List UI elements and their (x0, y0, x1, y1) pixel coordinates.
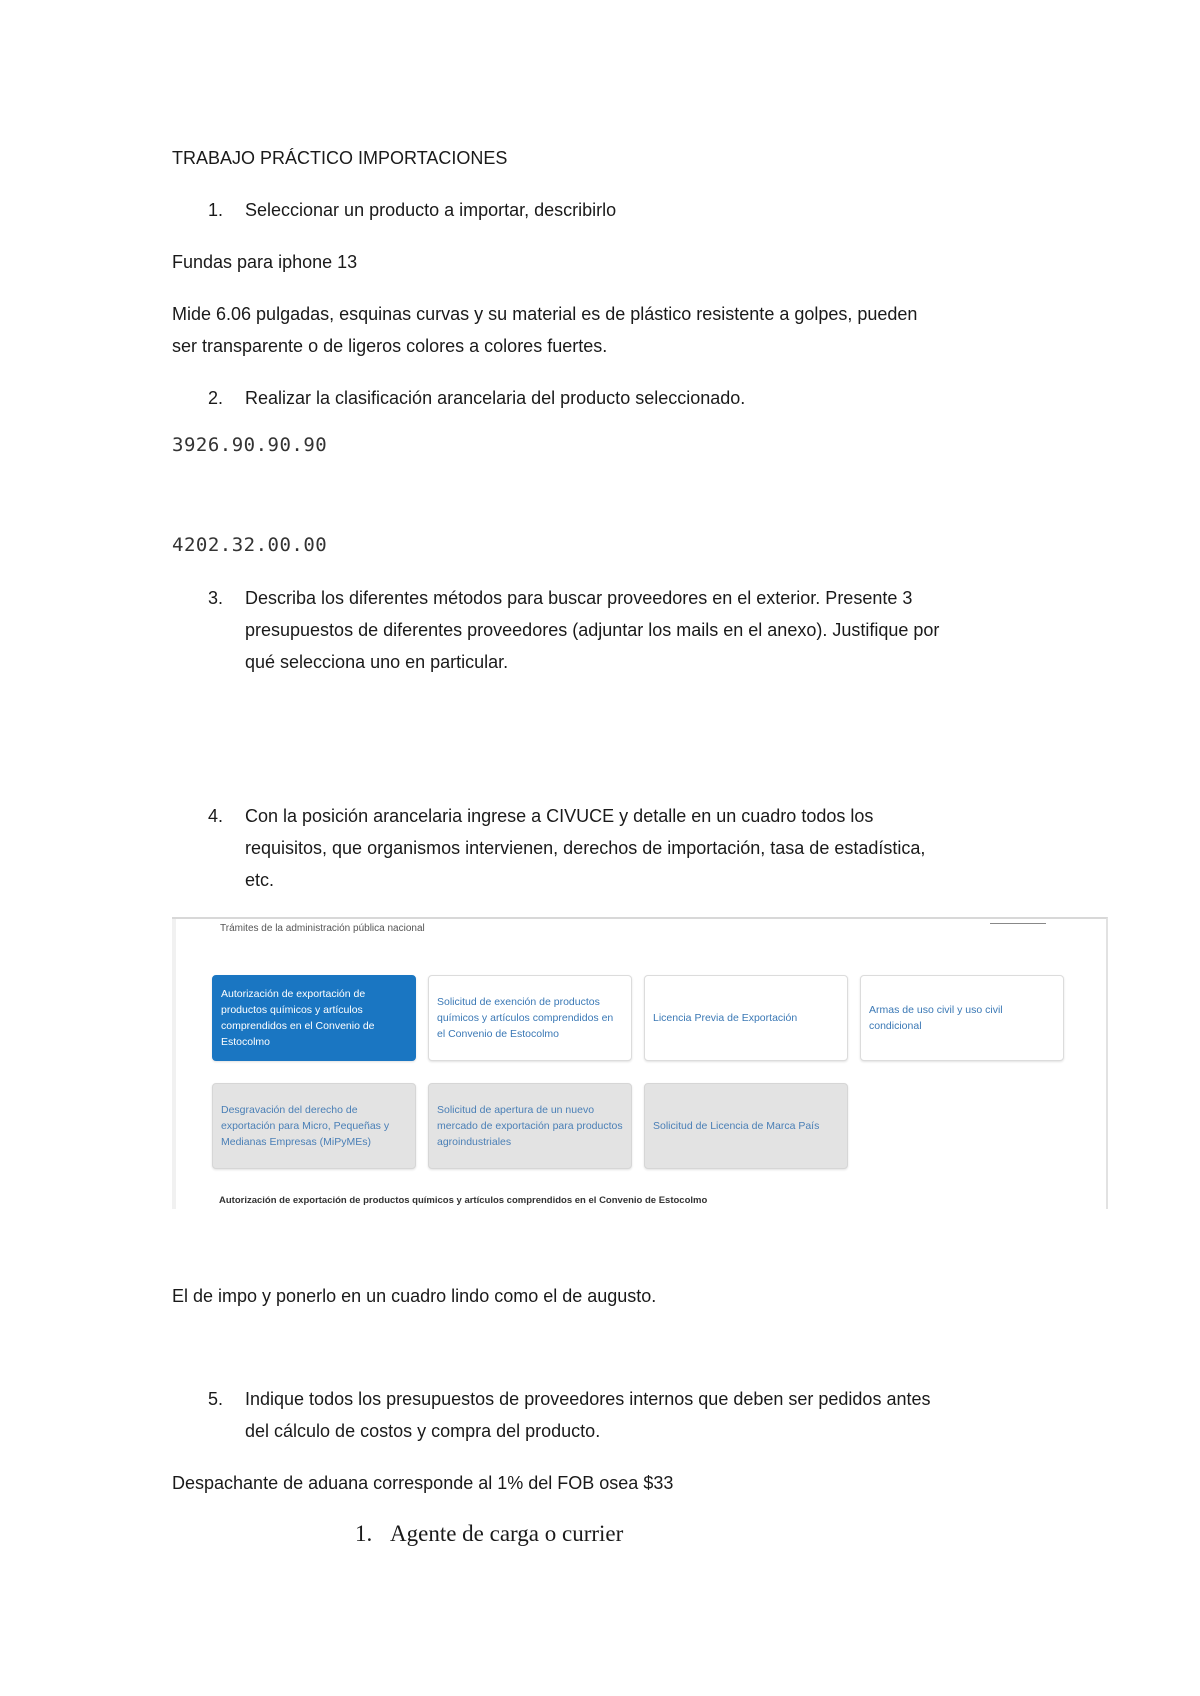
card-desgravacion[interactable] (212, 1083, 416, 1169)
screenshot-corner-mark (990, 919, 1046, 924)
card-label: Solicitud de Licencia de Marca País (653, 1120, 820, 1132)
item-5-number: 5. (208, 1389, 224, 1409)
product-desc-line-1: Mide 6.06 pulgadas, esquinas curvas y su material es de plástico resistente a golpes, pueden (172, 304, 918, 324)
tariff-code-2: 4202.32.00.00 (172, 534, 328, 556)
card-label: Armas de uso civil y uso civil condicional (869, 1004, 1003, 1032)
card-label: Solicitud de exención de productos químicos y artículos comprendidos en el Convenio de Estocolmo (437, 996, 614, 1040)
screenshot-footer: Autorización de exportación de productos químicos y artículos comprendidos en el Convenio de Estocolmo (219, 1195, 708, 1206)
card-label: Autorización de exportación de productos químicos y artículos comprendidos en el Convenio de Estocolmo (221, 988, 375, 1048)
item-5-line-1: Indique todos los presupuestos de proveedores internos que deben ser pedidos antes (245, 1389, 931, 1409)
card-label: Desgravación del derecho de exportación para Micro, Pequeñas y Medianas Empresas (MiPyMEs) (221, 1104, 390, 1148)
item-4-line-1: Con la posición arancelaria ingrese a CIVUCE y detalle en un cuadro todos los (245, 806, 874, 826)
item-2-number: 2. (208, 388, 224, 408)
tariff-code-1: 3926.90.90.90 (172, 434, 328, 456)
card-marca-pais[interactable] (644, 1083, 848, 1169)
despachante-note: Despachante de aduana corresponde al 1% del FOB osea $33 (172, 1473, 674, 1493)
card-label: Solicitud de apertura de un nuevo mercado de exportación para productos agroindustriales (437, 1104, 623, 1148)
item-2-text: Realizar la clasificación arancelaria del producto seleccionado. (245, 388, 746, 408)
card-licencia-previa[interactable] (644, 975, 848, 1061)
document-title: TRABAJO PRÁCTICO IMPORTACIONES (172, 148, 508, 168)
item-5-line-2: del cálculo de costos y compra del producto. (245, 1421, 601, 1441)
item-4-line-2: requisitos, que organismos intervienen, derechos de importación, tasa de estadística, (245, 838, 926, 858)
item-3-line-3: qué selecciona uno en particular. (245, 652, 509, 672)
card-solicitud-exencion[interactable] (428, 975, 632, 1061)
card-apertura-mercado[interactable] (428, 1083, 632, 1169)
item-1-number: 1. (208, 200, 224, 220)
card-autorizacion-exportacion[interactable] (212, 975, 416, 1061)
product-name: Fundas para iphone 13 (172, 252, 358, 272)
product-desc-line-2: ser transparente o de ligeros colores a colores fuertes. (172, 336, 608, 356)
item-4-line-3: etc. (245, 870, 275, 890)
item-4-number: 4. (208, 806, 224, 826)
item-3-number: 3. (208, 588, 224, 608)
card-label: Licencia Previa de Exportación (653, 1012, 798, 1024)
sub-item-text: Agente de carga o currier (390, 1521, 624, 1546)
sub-item-number: 1. (355, 1521, 373, 1546)
item-3-line-2: presupuestos de diferentes proveedores (adjuntar los mails en el anexo). Justifique por (245, 620, 940, 640)
item-1-text: Seleccionar un producto a importar, describirlo (245, 200, 617, 220)
screenshot-header: Trámites de la administración pública nacional (220, 923, 425, 934)
note-impo: El de impo y ponerlo en un cuadro lindo como el de augusto. (172, 1286, 657, 1306)
screenshot-edge (172, 919, 176, 1209)
item-3-line-1: Describa los diferentes métodos para buscar proveedores en el exterior. Presente 3 (245, 588, 913, 608)
card-armas-uso-civil[interactable] (860, 975, 1064, 1061)
civuce-screenshot (172, 917, 1108, 1209)
